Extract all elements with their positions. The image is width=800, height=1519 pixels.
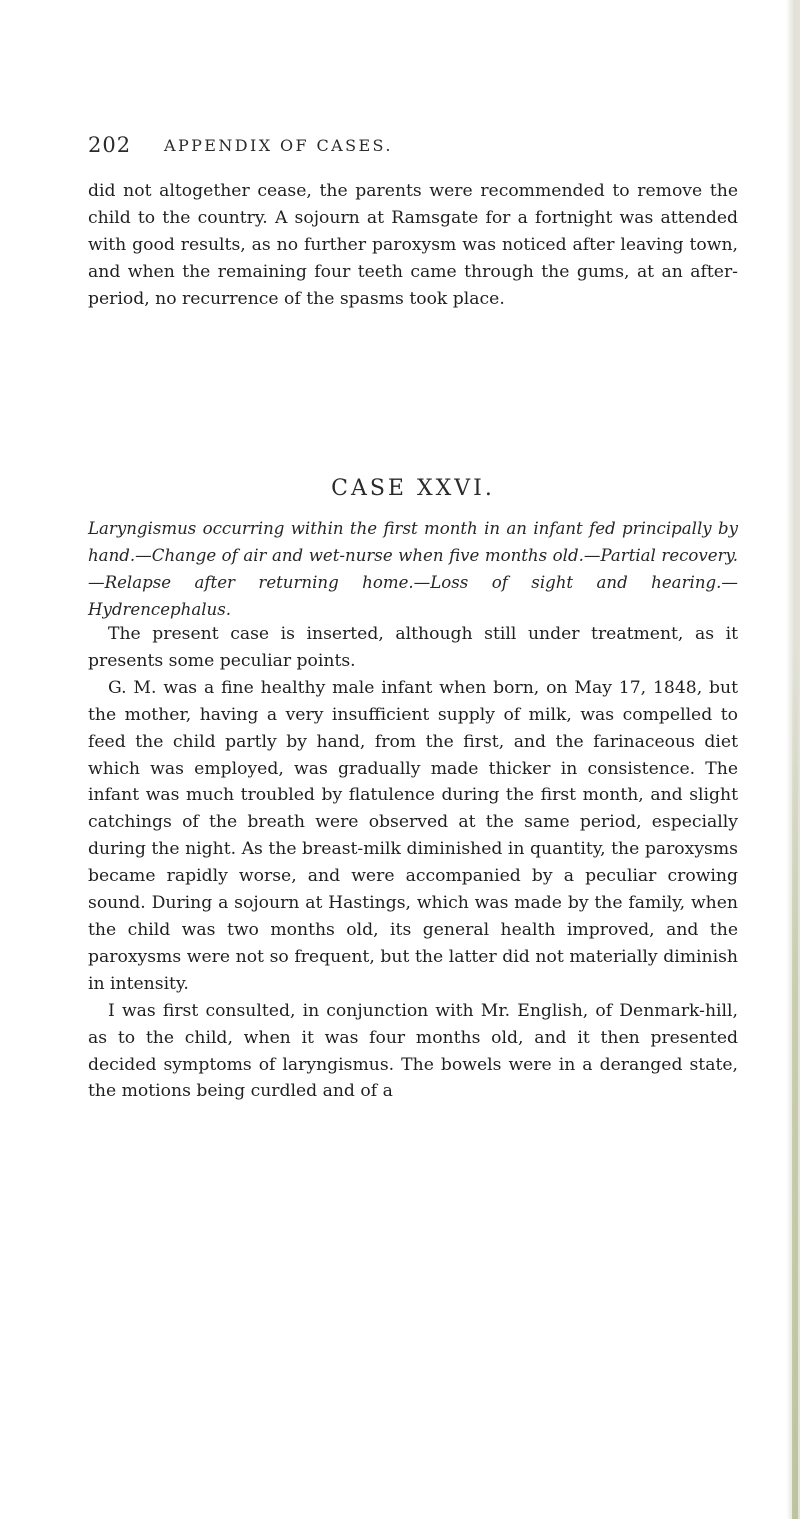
case-paragraph-3: I was first consulted, in conjunction with Mr. English, of Denmark-hill, as to the child, when it was four months old, and it then presented decided symptoms of laryngismus. The bowels were in a deranged state, the motions being curdled and of a [88, 1000, 738, 1102]
case-body [88, 621, 738, 1105]
case-title: CASE XXVI. [331, 476, 495, 501]
page-edge-shadow [786, 0, 800, 1519]
case-synopsis-block [88, 515, 738, 623]
case-synopsis: Laryngismus occurring within the first month in an infant fed principally by hand.—Change of air and wet-nurse when five months old.—Partial recovery.—Relapse after returning home.—Loss of sight and hearing.—Hydrencephalus. [88, 519, 738, 619]
running-head: APPENDIX OF CASES. [164, 136, 393, 155]
case-paragraph-1: The present case is inserted, although still under treatment, as it presents some peculiar points. [88, 624, 738, 671]
case-paragraph-2: G. M. was a fine healthy male infant when born, on May 17, 1848, but the mother, having a very insufficient supply of milk, was compelled to feed the child partly by hand, from the first, and the farinaceous diet which was employed, was gradually made thicker in consistence. The infant was much troubled by flatulence during the first month, and slight catchings of the breath were observed at the same period, especially during the night. As the breast-milk diminished in quantity, the paroxysms became rapidly worse, and were accompanied by a peculiar crowing sound. During a sojourn at Hastings, which was made by the family, when the child was two months old, its general health improved, and the paroxysms were not so frequent, but the latter did not materially diminish in intensity. [88, 677, 738, 994]
intro-paragraph-block [88, 178, 738, 313]
page-number: 202 [88, 133, 132, 157]
intro-paragraph: did not altogether cease, the parents were recommended to remove the child to the country. A sojourn at Ramsgate for a fortnight was attended with good results, as no further paroxysm was noticed after leaving town, and when the remaining four teeth came through the gums, at an after-period, no recurrence of the spasms took place. [88, 181, 738, 309]
page-header [88, 133, 738, 159]
